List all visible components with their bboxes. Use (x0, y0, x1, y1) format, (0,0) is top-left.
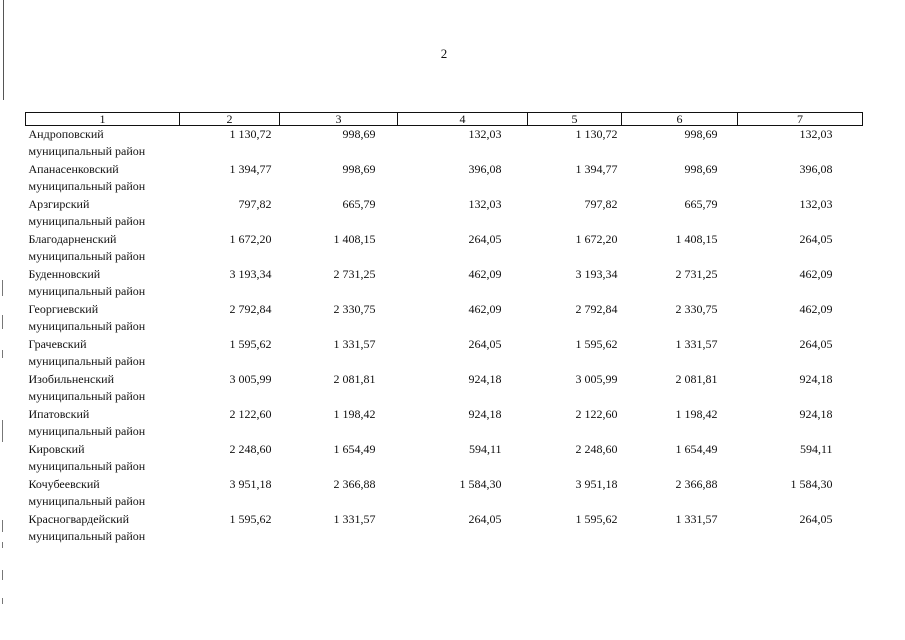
value-cell-col-4: 132,03 (468, 127, 502, 141)
value-cell-col-4: 1 584,30 (459, 477, 502, 491)
table-row (26, 441, 863, 476)
data-table (25, 112, 863, 546)
municipality-type: муниципальный район (28, 354, 146, 368)
municipality-name: Кировский (28, 442, 85, 456)
value-cell-col-2: 2 792,84 (229, 302, 272, 316)
municipality-type: муниципальный район (28, 214, 146, 228)
value-cell-col-5: 1 595,62 (575, 337, 618, 351)
municipality-type: муниципальный район (28, 459, 146, 473)
municipality-type: муниципальный район (28, 144, 146, 158)
value-cell-col-7: 924,18 (799, 407, 833, 421)
municipality-name-cell (26, 476, 180, 511)
page-number: 2 (440, 46, 448, 61)
table-row (26, 161, 863, 196)
municipality-name-cell (26, 371, 180, 406)
value-cell-col-2: 797,82 (238, 197, 272, 211)
table-row (26, 196, 863, 231)
value-cell-col-4: 132,03 (468, 197, 502, 211)
municipality-name-cell (26, 336, 180, 371)
municipality-type: муниципальный район (28, 284, 146, 298)
value-cell-col-4: 594,11 (468, 442, 502, 456)
value-cell-col-6: 1 331,57 (675, 337, 718, 351)
value-cell-col-7: 264,05 (799, 512, 833, 526)
value-cell-col-7: 396,08 (799, 162, 833, 176)
value-cell-col-2: 1 394,77 (229, 162, 272, 176)
table-row (26, 476, 863, 511)
column-header: 2 (180, 113, 280, 126)
data-table-container (25, 112, 862, 546)
value-cell-col-2: 1 130,72 (229, 127, 272, 141)
value-cell-col-5: 1 394,77 (575, 162, 618, 176)
value-cell-col-4: 462,09 (468, 302, 502, 316)
value-cell-col-6: 998,69 (684, 127, 718, 141)
column-header: 1 (26, 113, 180, 126)
value-cell-col-7: 132,03 (799, 197, 833, 211)
value-cell-col-4: 462,09 (468, 267, 502, 281)
value-cell-col-4: 924,18 (468, 372, 502, 386)
value-cell-col-6: 1 198,42 (675, 407, 718, 421)
value-cell-col-4: 264,05 (468, 512, 502, 526)
value-cell-col-3: 1 331,57 (333, 337, 376, 351)
municipality-name: Андроповский (28, 127, 104, 141)
value-cell-col-7: 1 584,30 (790, 477, 833, 491)
value-cell-col-6: 2 366,88 (675, 477, 718, 491)
table-row (26, 511, 863, 546)
municipality-type: муниципальный район (28, 249, 146, 263)
value-cell-col-4: 264,05 (468, 232, 502, 246)
value-cell-col-2: 1 595,62 (229, 512, 272, 526)
municipality-name-cell (26, 161, 180, 196)
value-cell-col-3: 2 081,81 (333, 372, 376, 386)
municipality-name: Буденновский (28, 267, 101, 281)
value-cell-col-6: 665,79 (684, 197, 718, 211)
municipality-name: Благодарненский (28, 232, 117, 246)
table-row (26, 266, 863, 301)
table-row (26, 301, 863, 336)
value-cell-col-6: 1 408,15 (675, 232, 718, 246)
value-cell-col-3: 2 366,88 (333, 477, 376, 491)
municipality-type: муниципальный район (28, 179, 146, 193)
value-cell-col-7: 924,18 (799, 372, 833, 386)
table-body (26, 126, 863, 547)
municipality-type: муниципальный район (28, 319, 146, 333)
value-cell-col-3: 1 331,57 (333, 512, 376, 526)
municipality-type: муниципальный район (28, 529, 146, 543)
municipality-name: Грачевский (28, 337, 87, 351)
municipality-name-cell (26, 231, 180, 266)
column-header: 4 (398, 113, 528, 126)
value-cell-col-6: 2 330,75 (675, 302, 718, 316)
value-cell-col-2: 3 193,34 (229, 267, 272, 281)
municipality-name-cell (26, 441, 180, 476)
municipality-name-cell (26, 126, 180, 162)
header-row (26, 113, 863, 126)
value-cell-col-7: 462,09 (799, 302, 833, 316)
value-cell-col-3: 665,79 (342, 197, 376, 211)
value-cell-col-3: 998,69 (342, 162, 376, 176)
value-cell-col-6: 1 331,57 (675, 512, 718, 526)
scan-edge-marks (2, 280, 5, 620)
value-cell-col-6: 2 081,81 (675, 372, 718, 386)
value-cell-col-2: 2 248,60 (229, 442, 272, 456)
value-cell-col-3: 2 731,25 (333, 267, 376, 281)
value-cell-col-6: 2 731,25 (675, 267, 718, 281)
municipality-name-cell (26, 511, 180, 546)
column-header: 7 (738, 113, 863, 126)
value-cell-col-3: 2 330,75 (333, 302, 376, 316)
value-cell-col-2: 3 951,18 (229, 477, 272, 491)
value-cell-col-5: 1 672,20 (575, 232, 618, 246)
table-row (26, 371, 863, 406)
value-cell-col-5: 797,82 (584, 197, 618, 211)
table-row (26, 126, 863, 162)
value-cell-col-5: 2 248,60 (575, 442, 618, 456)
municipality-name: Красногвардейский (28, 512, 130, 526)
municipality-name: Изобильненский (28, 372, 114, 386)
value-cell-col-5: 2 122,60 (575, 407, 618, 421)
municipality-name-cell (26, 406, 180, 441)
municipality-name: Кочубеевский (28, 477, 100, 491)
column-header: 5 (528, 113, 622, 126)
column-header: 6 (622, 113, 738, 126)
value-cell-col-4: 264,05 (468, 337, 502, 351)
municipality-type: муниципальный район (28, 389, 146, 403)
municipality-name-cell (26, 301, 180, 336)
municipality-name-cell (26, 196, 180, 231)
municipality-name: Ипатовский (28, 407, 90, 421)
value-cell-col-3: 998,69 (342, 127, 376, 141)
value-cell-col-3: 1 198,42 (333, 407, 376, 421)
value-cell-col-7: 462,09 (799, 267, 833, 281)
column-header: 3 (280, 113, 398, 126)
municipality-name: Арзгирский (28, 197, 90, 211)
value-cell-col-5: 3 193,34 (575, 267, 618, 281)
value-cell-col-7: 132,03 (799, 127, 833, 141)
table-row (26, 231, 863, 266)
municipality-type: муниципальный район (28, 424, 146, 438)
value-cell-col-7: 594,11 (799, 442, 833, 456)
table-row (26, 336, 863, 371)
municipality-name-cell (26, 266, 180, 301)
value-cell-col-3: 1 408,15 (333, 232, 376, 246)
value-cell-col-6: 1 654,49 (675, 442, 718, 456)
municipality-name: Георгиевский (28, 302, 99, 316)
municipality-type: муниципальный район (28, 494, 146, 508)
value-cell-col-2: 2 122,60 (229, 407, 272, 421)
value-cell-col-4: 396,08 (468, 162, 502, 176)
value-cell-col-2: 3 005,99 (229, 372, 272, 386)
value-cell-col-5: 2 792,84 (575, 302, 618, 316)
value-cell-col-7: 264,05 (799, 337, 833, 351)
value-cell-col-2: 1 672,20 (229, 232, 272, 246)
value-cell-col-5: 1 130,72 (575, 127, 618, 141)
value-cell-col-7: 264,05 (799, 232, 833, 246)
value-cell-col-5: 3 005,99 (575, 372, 618, 386)
value-cell-col-2: 1 595,62 (229, 337, 272, 351)
value-cell-col-5: 3 951,18 (575, 477, 618, 491)
table-row (26, 406, 863, 441)
municipality-name: Апанасенковский (28, 162, 119, 176)
value-cell-col-5: 1 595,62 (575, 512, 618, 526)
value-cell-col-6: 998,69 (684, 162, 718, 176)
value-cell-col-4: 924,18 (468, 407, 502, 421)
value-cell-col-3: 1 654,49 (333, 442, 376, 456)
